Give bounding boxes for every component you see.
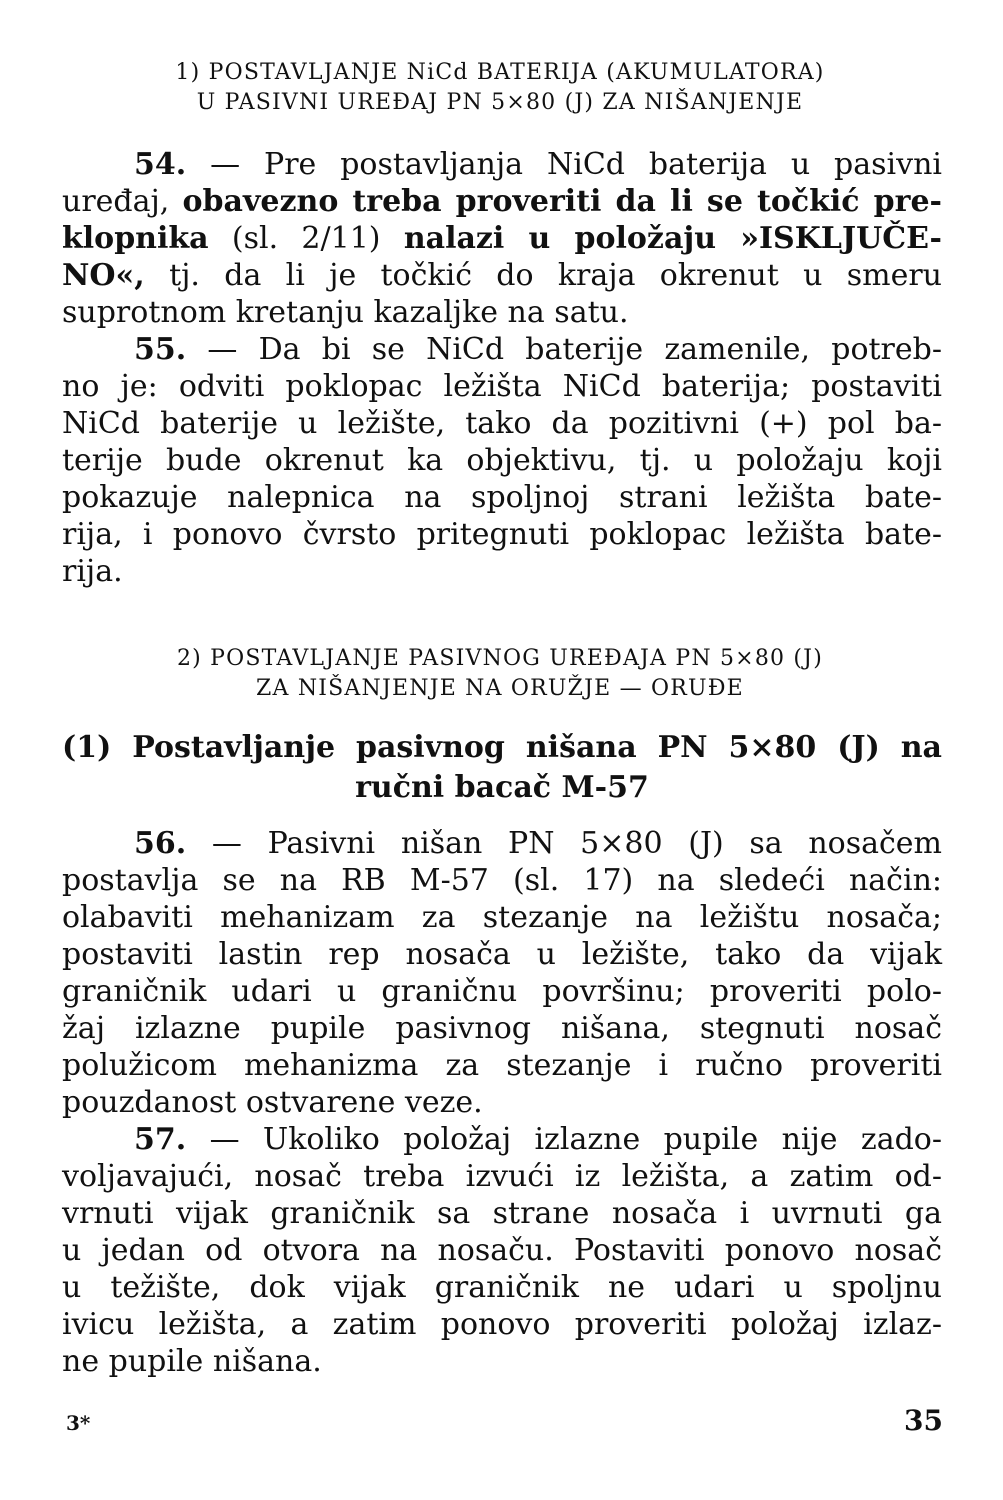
paragraph-number: 57. (134, 1122, 187, 1157)
paragraph-text: (sl. 2/11) (231, 221, 381, 256)
paragraph-text: uređaj, (62, 184, 170, 219)
section-1-heading-line-1: 1) POSTAVLJANJE NiCd BATERIJA (AKUMULATORA) (175, 60, 825, 85)
emphasis-text: NO«, (62, 258, 145, 293)
emphasis-text: klopnika (62, 221, 209, 256)
paragraph-line: no je: odviti poklopac ležišta NiCd baterija; postaviti (62, 369, 942, 404)
paragraph-line: u težište, dok vijak graničnik ne udari u spoljnu (62, 1270, 942, 1305)
paragraph-line (62, 1121, 942, 1158)
paragraph-line: olabaviti mehanizam za stezanje na ležištu nosača; (62, 900, 942, 935)
paragraph-line: polužicom mehanizma za stezanje i ručno proveriti (62, 1048, 942, 1083)
page-number: 35 (904, 1404, 943, 1437)
subsection-heading-text: ručni bacač M-57 (355, 770, 649, 805)
section-1-heading-line-2: U PASIVNI UREĐAJ PN 5×80 (J) ZA NIŠANJENJE (196, 90, 804, 115)
subsection-1-heading (62, 728, 942, 808)
paragraph-line: ne pupile nišana. (62, 1344, 322, 1379)
paragraph-line (62, 220, 942, 257)
paragraph-55 (62, 331, 942, 590)
section-2-heading-line-2: ZA NIŠANJENJE NA ORUŽJE — ORUĐE (256, 676, 744, 701)
paragraph-line: postaviti lastin rep nosača u ležište, tako da vijak (62, 937, 942, 972)
paragraph-line: pouzdanost ostvarene veze. (62, 1085, 483, 1120)
section-2-heading (60, 644, 940, 704)
paragraph-line: graničnik udari u graničnu površinu; proveriti polo- (62, 974, 942, 1009)
paragraph-line: rija, i ponovo čvrsto pritegnuti poklopac ležišta bate- (62, 517, 942, 552)
paragraph-line: terije bude okrenut ka objektivu, tj. u položaju koji (62, 443, 942, 478)
signature-mark: 3* (66, 1411, 91, 1435)
paragraph-57 (62, 1121, 942, 1380)
paragraph-line (62, 825, 942, 862)
paragraph-text: tj. da li je točkić do kraja okrenut u smeru (169, 258, 942, 293)
paragraph-line: vrnuti vijak graničnik sa strane nosača i uvrnuti ga (62, 1196, 942, 1231)
paragraph-line: postavlja se na RB M-57 (sl. 17) na sledeći način: (62, 863, 942, 898)
paragraph-line: ivicu ležišta, a zatim ponovo proveriti položaj izlaz- (62, 1307, 942, 1342)
paragraph-number: 54. (134, 147, 187, 182)
paragraph-number: 55. (134, 332, 187, 367)
paragraph-line (62, 146, 942, 183)
paragraph-text: — Pasivni nišan PN 5×80 (J) sa nosačem (211, 826, 942, 861)
paragraph-line: pokazuje nalepnica na spoljnoj strani ležišta bate- (62, 480, 942, 515)
paragraph-line: žaj izlazne pupile pasivnog nišana, stegnuti nosač (62, 1011, 942, 1046)
subsection-heading-text: (1) Postavljanje pasivnog nišana PN 5×80 (J) na (62, 730, 942, 765)
paragraph-line: u jedan od otvora na nosaču. Postaviti ponovo nosač (62, 1233, 942, 1268)
paragraph-line (62, 257, 942, 294)
paragraph-line (62, 183, 942, 220)
subsection-heading-line-2 (62, 768, 942, 808)
emphasis-text: nalazi u položaju »ISKLJUČE- (403, 221, 942, 256)
paragraph-text: — Da bi se NiCd baterije zamenile, potreb- (207, 332, 942, 367)
paragraph-line: voljavajući, nosač treba izvući iz ležišta, a zatim od- (62, 1159, 942, 1194)
paragraph-line: suprotnom kretanju kazaljke na satu. (62, 295, 629, 330)
paragraph-line (62, 331, 942, 368)
section-1-heading (60, 58, 940, 118)
emphasis-text: obavezno treba proveriti da li se točkić pre- (182, 184, 942, 219)
paragraph-54 (62, 146, 942, 331)
paragraph-line: NiCd baterije u ležište, tako da pozitivni (+) pol ba- (62, 406, 942, 441)
subsection-heading-line-1 (62, 728, 942, 768)
section-2-heading-line-1: 2) POSTAVLJANJE PASIVNOG UREĐAJA PN 5×80 (J) (176, 646, 823, 671)
paragraph-56 (62, 825, 942, 1121)
paragraph-number: 56. (134, 826, 187, 861)
paragraph-text: — Pre postavljanja NiCd baterija u pasivni (210, 147, 942, 182)
paragraph-line: rija. (62, 554, 123, 589)
paragraph-text: — Ukoliko položaj izlazne pupile nije zado- (209, 1122, 942, 1157)
